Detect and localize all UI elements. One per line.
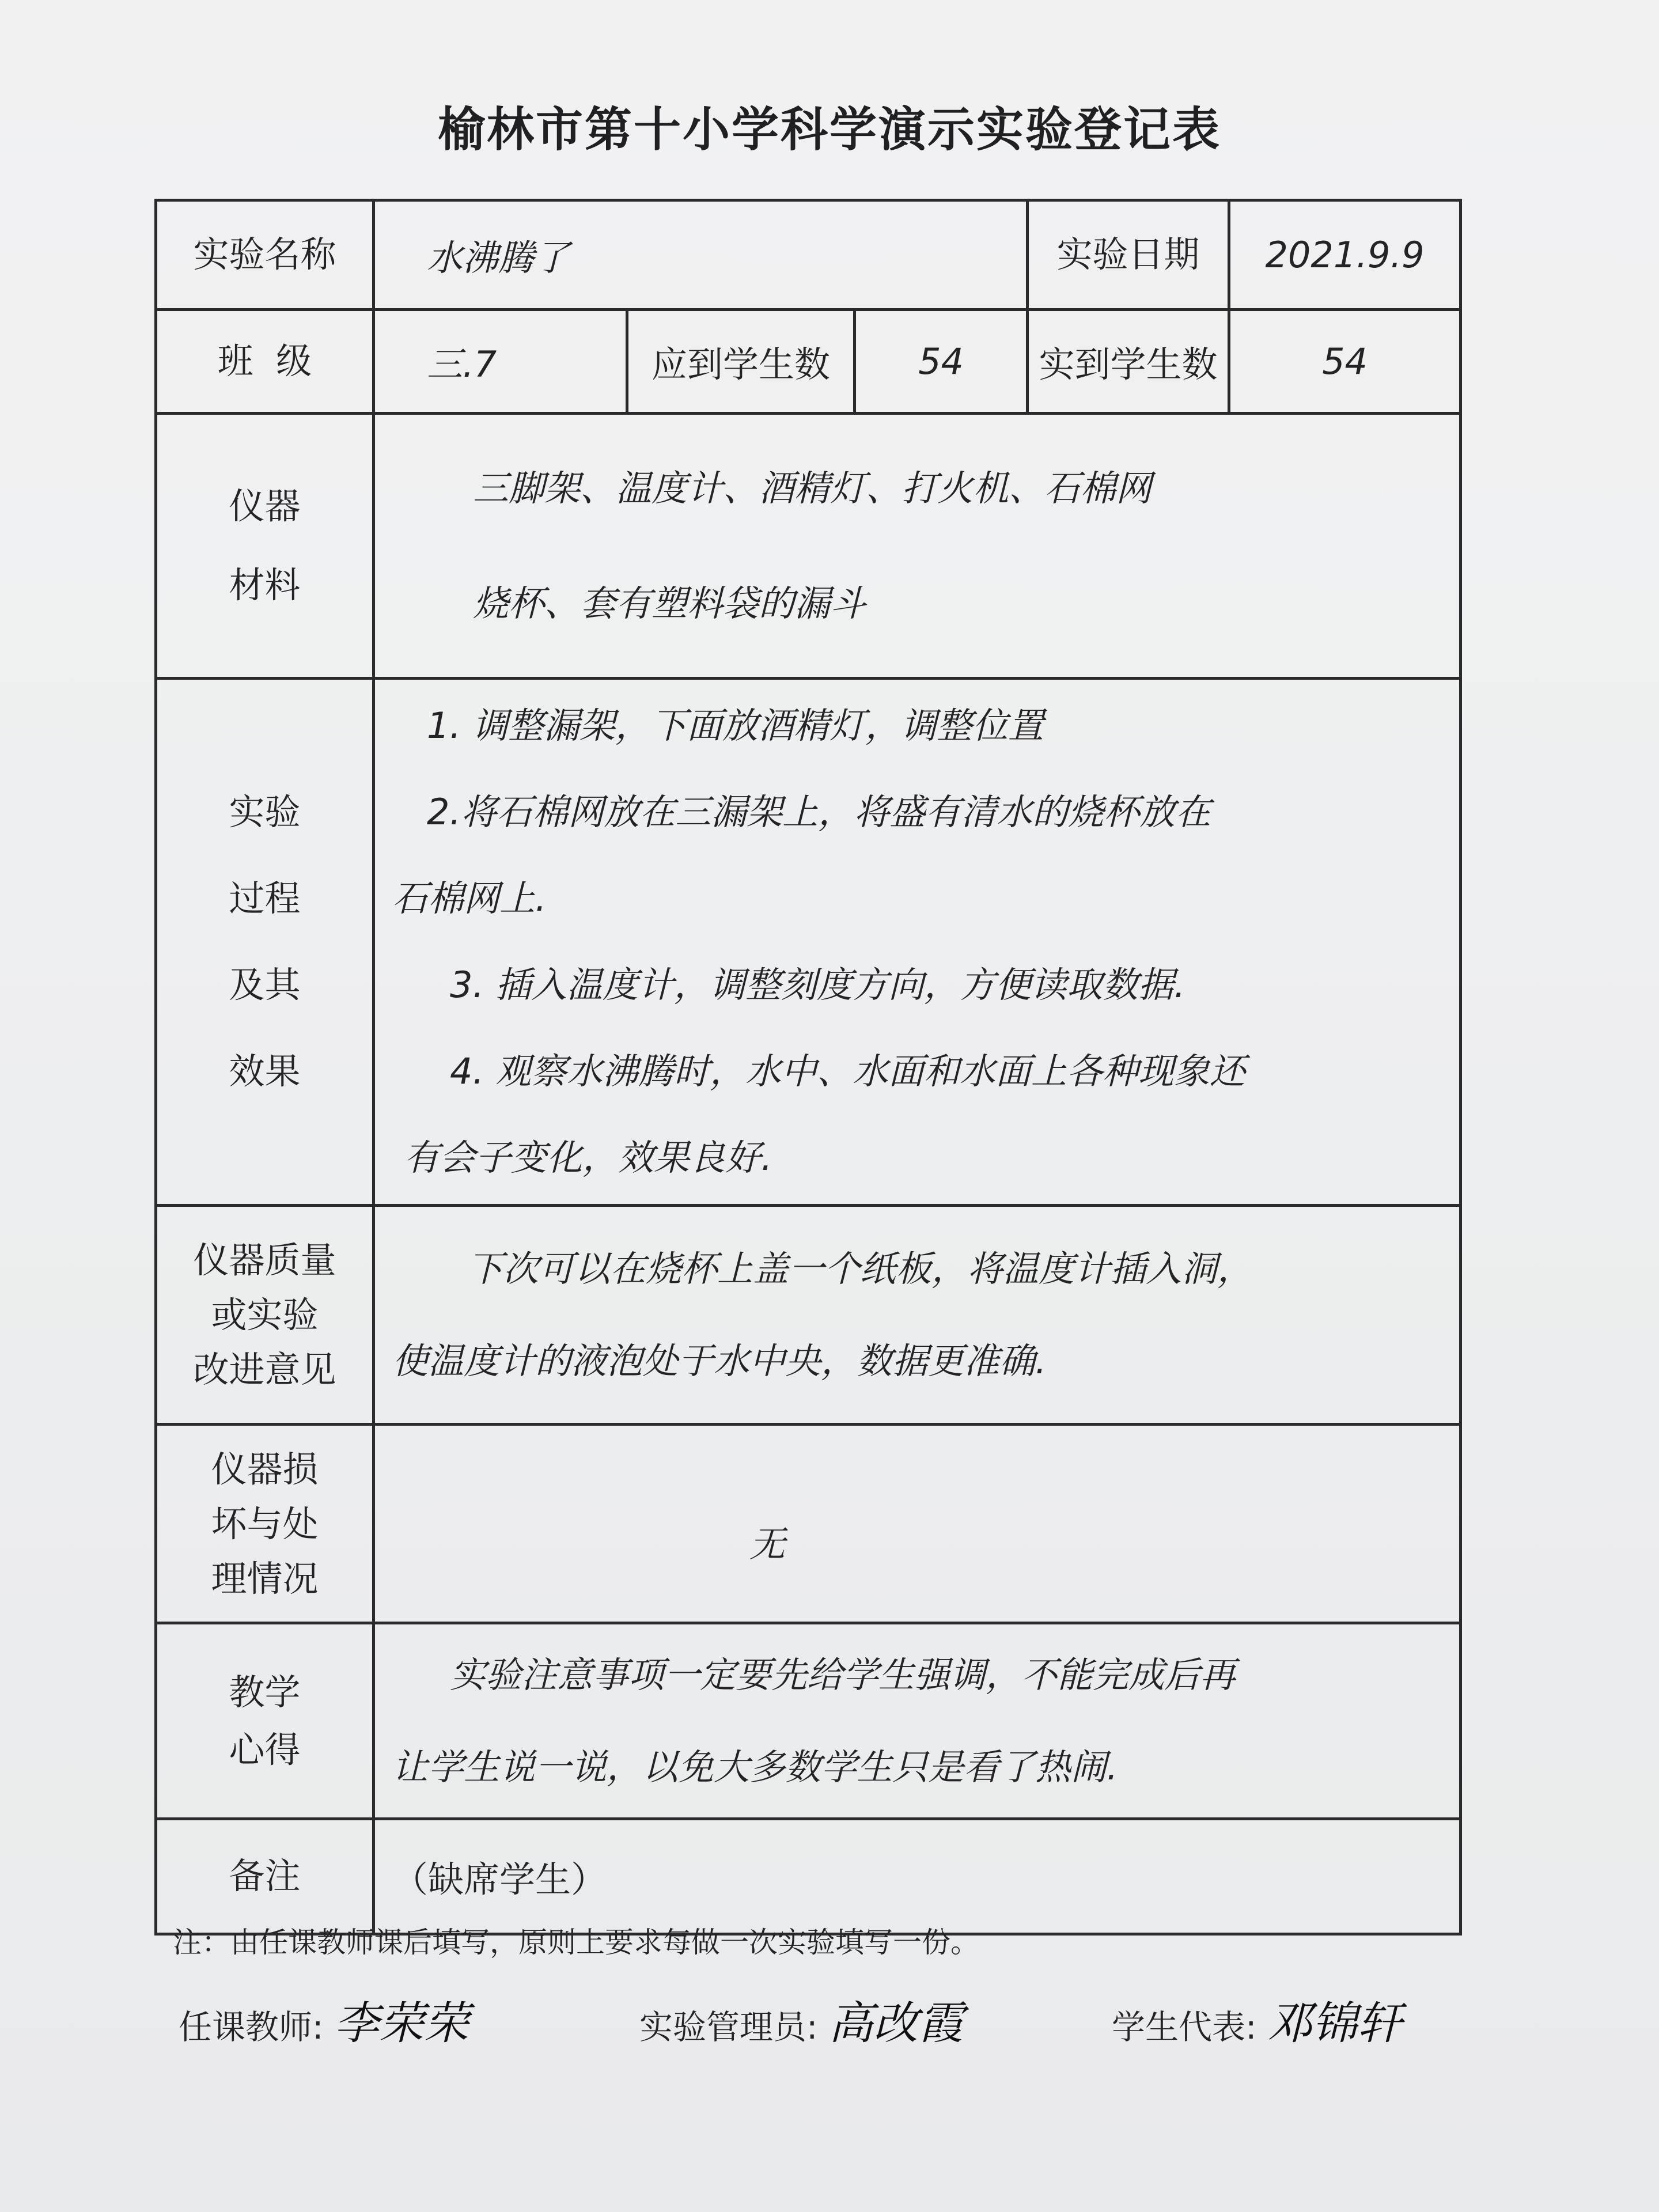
- experiment-date-value: 2021.9.9: [1229, 200, 1461, 310]
- process-label-line: 效果: [229, 1050, 301, 1092]
- row-teaching: [156, 1623, 1461, 1819]
- row-process: [156, 679, 1461, 1206]
- remarks-value: （缺席学生）: [374, 1819, 1461, 1934]
- row-name-date: [156, 200, 1461, 310]
- instruments-line: 三脚架、温度计、酒精灯、打火机、石棉网: [473, 467, 1152, 509]
- experiment-name-label: 实验名称: [156, 200, 374, 310]
- class-value: 三.7: [374, 310, 627, 414]
- suggestions-line: 使温度计的液泡处于水中央，数据更准确.: [392, 1339, 1047, 1382]
- damage-value: 无: [374, 1425, 1461, 1623]
- row-class-students: [156, 310, 1461, 414]
- process-label-line: 实验: [229, 791, 301, 833]
- process-line: 有会子变化，效果良好.: [404, 1137, 772, 1179]
- suggestions-label-line: 仪器质量: [193, 1239, 336, 1281]
- row-remarks: [156, 1819, 1461, 1934]
- suggestions-label-line: 改进意见: [193, 1349, 336, 1391]
- damage-label-line: 理情况: [211, 1557, 319, 1600]
- remarks-label: 备注: [156, 1819, 374, 1934]
- student-name: 邓锦轩: [1267, 1998, 1402, 2050]
- process-value: [374, 679, 1461, 1206]
- instruments-label-line: 材料: [229, 563, 301, 606]
- form-title: 榆林市第十小学科学演示实验登记表: [437, 103, 1221, 157]
- damage-label-line: 仪器损: [211, 1448, 319, 1490]
- footer-note: 注：由任课教师课后填写，原则上要求每做一次实验填写一份。: [173, 1926, 979, 1959]
- process-line: 3. 插入温度计，调整刻度方向，方便读取数据.: [450, 964, 1185, 1006]
- experiment-name-value: 水沸腾了: [374, 200, 1028, 310]
- teacher-label: 任课教师:: [179, 2008, 324, 2047]
- registration-table: [154, 199, 1462, 1936]
- instruments-label: [156, 414, 374, 679]
- expected-students-value: 54: [855, 310, 1028, 414]
- process-line: 石棉网上.: [392, 877, 547, 919]
- expected-students-label: 应到学生数: [627, 310, 855, 414]
- teaching-value: [374, 1623, 1461, 1819]
- process-line: 1. 调整漏架，下面放酒精灯，调整位置: [427, 704, 1044, 747]
- suggestions-value: [374, 1206, 1461, 1425]
- instruments-label-line: 仪器: [229, 485, 301, 528]
- process-label: [156, 679, 374, 1206]
- suggestions-label-line: 或实验: [211, 1294, 319, 1336]
- actual-students-label: 实到学生数: [1028, 310, 1229, 414]
- teaching-label-line: 教学: [229, 1671, 301, 1713]
- damage-label: [156, 1425, 374, 1623]
- teaching-line: 实验注意事项一定要先给学生强调，不能完成后再: [450, 1653, 1236, 1696]
- teacher-name: 李荣荣: [334, 1998, 469, 2050]
- process-line: 4. 观察水沸腾时，水中、水面和水面上各种现象还: [450, 1050, 1245, 1092]
- class-label: 班 级: [156, 310, 374, 414]
- teaching-line: 让学生说一说，以免大多数学生只是看了热闹.: [392, 1745, 1118, 1788]
- instruments-line: 烧杯、套有塑料袋的漏斗: [473, 582, 866, 624]
- admin-name: 高改霞: [828, 1998, 963, 2050]
- row-instruments: [156, 414, 1461, 679]
- row-damage: [156, 1425, 1461, 1623]
- process-label-line: 过程: [229, 877, 301, 919]
- admin-label: 实验管理员:: [639, 2008, 818, 2047]
- process-line: 2.将石棉网放在三漏架上，将盛有清水的烧杯放在: [427, 791, 1211, 833]
- teacher-signature: [179, 1987, 469, 2052]
- student-signature: [1112, 1987, 1402, 2052]
- student-label: 学生代表:: [1112, 2008, 1257, 2047]
- teaching-label-line: 心得: [229, 1728, 301, 1771]
- suggestions-label: [156, 1206, 374, 1425]
- damage-label-line: 坏与处: [211, 1502, 319, 1545]
- admin-signature: [639, 1987, 963, 2052]
- teaching-label: [156, 1623, 374, 1819]
- row-suggestions: [156, 1206, 1461, 1425]
- instruments-value: [374, 414, 1461, 679]
- experiment-date-label: 实验日期: [1028, 200, 1229, 310]
- process-label-line: 及其: [229, 964, 301, 1006]
- suggestions-line: 下次可以在烧杯上盖一个纸板，将温度计插入洞，: [467, 1247, 1253, 1290]
- actual-students-value: 54: [1229, 310, 1461, 414]
